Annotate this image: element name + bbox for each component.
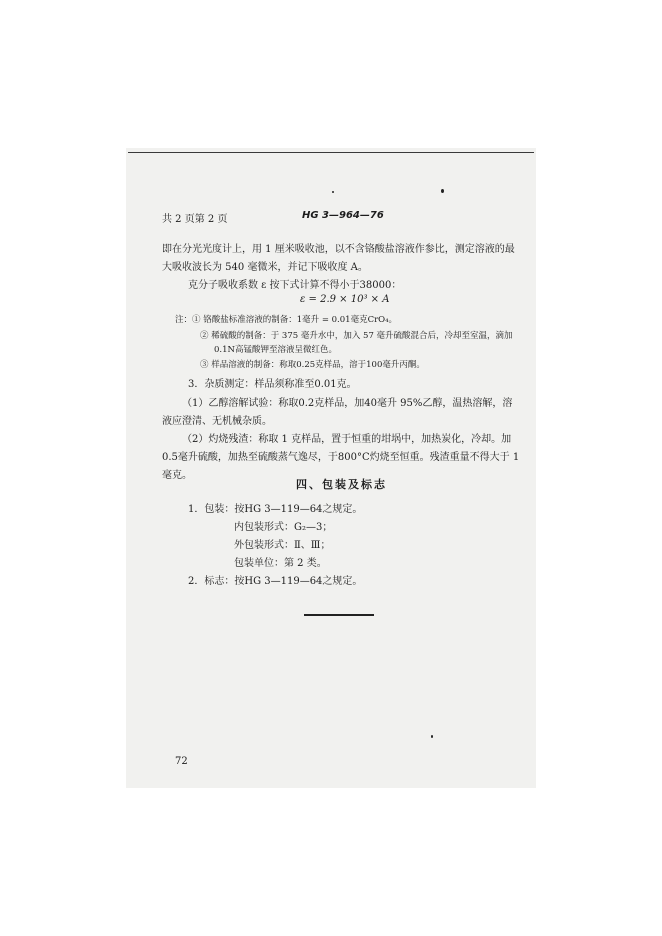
section-heading: 四、包装及标志 [296,478,387,491]
list-item: 内包装形式：G₂—3； [234,522,333,533]
paragraph-line: 大吸收波长为 540 毫微米，并记下吸收度 A。 [162,262,368,273]
list-item: 包装单位：第 2 类。 [234,558,327,569]
note-item: ② 稀硫酸的制备：于 375 毫升水中，加入 57 毫升硫酸混合后，冷却至室温，滴加 [200,331,513,341]
note-item: 0.1N高锰酸钾至溶液呈微红色。 [214,345,337,355]
note-item: 注：① 铬酸盐标准溶液的制备：1毫升 = 0.01毫克CrO₄。 [175,315,398,325]
standard-code: HG 3—964—76 [302,210,384,221]
speck [441,189,444,193]
speck [431,735,433,738]
formula: ε = 2.9 × 10³ × A [300,294,390,305]
list-item: 1．包装：按HG 3—119—64之规定。 [188,504,363,515]
paragraph-line: （2）灼烧残渣：称取 1 克样品，置于恒重的坩埚中，加热炭化，冷却。加 [182,434,512,445]
paragraph-line: 0.5毫升硫酸，加热至硫酸蒸气逸尽，于800°C灼烧至恒重。残渣重量不得大于 1 [162,452,520,463]
top-rule [128,152,534,153]
speck [332,191,334,193]
list-item: 2．标志：按HG 3—119—64之规定。 [188,576,363,587]
note-item: ③ 样品溶液的制备：称取0.25克样品，溶于100毫升丙酮。 [200,360,425,370]
paragraph-line: 即在分光光度计上，用 1 厘米吸收池，以不含铬酸盐溶液作参比，测定溶液的最 [162,244,515,255]
paragraph-line: （1）乙醇溶解试验：称取0.2克样品，加40毫升 95%乙醇，温热溶解，溶 [182,398,513,409]
paragraph-line: 液应澄清、无机械杂质。 [162,416,272,427]
end-rule [304,614,374,616]
paragraph-line: 克分子吸收系数 ε 按下式计算不得小于38000： [188,280,402,291]
page-info: 共 2 页第 2 页 [162,214,228,225]
page-number: 72 [175,756,188,767]
paragraph-line: 3．杂质测定：样品须称准至0.01克。 [188,379,357,390]
paragraph-line: 毫克。 [162,470,192,481]
list-item: 外包装形式：Ⅱ、Ⅲ； [234,540,331,551]
